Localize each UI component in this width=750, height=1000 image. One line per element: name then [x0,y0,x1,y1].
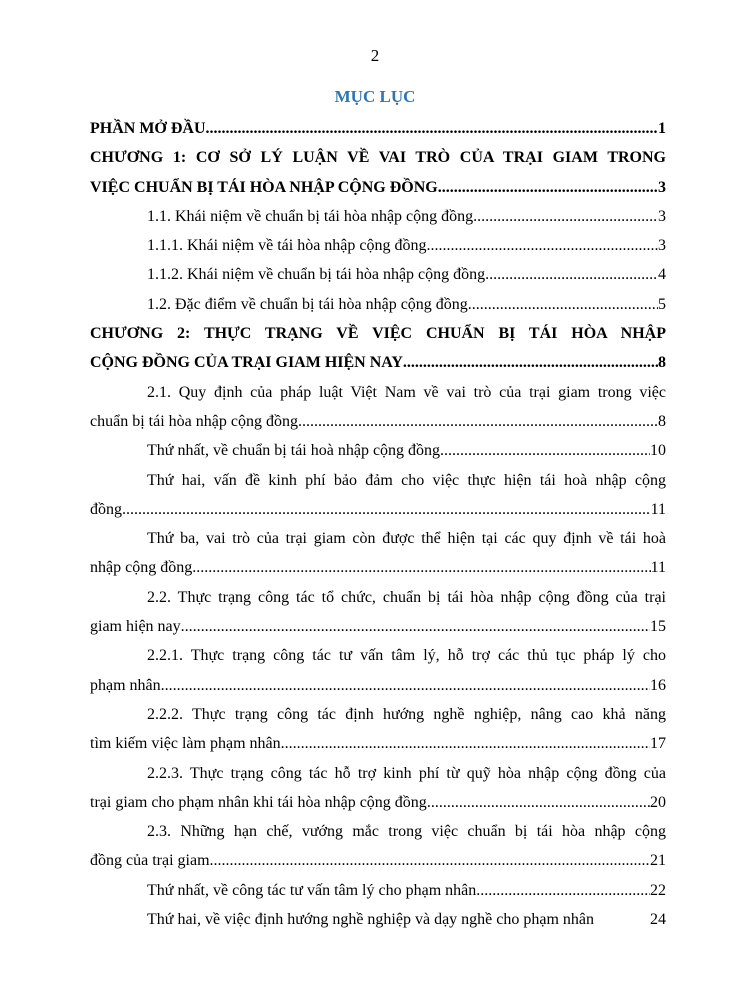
toc-page-number: 20 [650,793,666,811]
toc-page-number: 5 [658,295,666,313]
toc-page-number: 4 [658,266,666,284]
dot-leader [438,173,658,202]
toc-entry[interactable] [90,641,666,700]
toc-entry[interactable] [90,905,666,934]
toc-entry[interactable] [90,700,666,759]
toc-page-number: 24 [650,911,666,929]
toc-entry[interactable] [90,114,666,143]
dot-leader [485,260,658,289]
toc-entry-text: phạm nhân [90,676,161,694]
toc-entry-text: Thứ nhất, về công tác tư vấn tâm lý cho phạm nhân [147,881,477,899]
toc-entry-text: PHẦN MỞ ĐẦU [90,120,206,137]
page-number: 2 [370,46,380,65]
dot-leader [468,290,658,319]
toc-page-number: 11 [650,500,666,518]
toc-page-number: 8 [658,412,666,430]
toc-page-number: 17 [650,735,666,753]
toc-page-number: 16 [650,676,666,694]
toc-entry[interactable] [90,143,666,202]
toc-entry-text: đồng của trại giam [90,852,210,870]
toc-page-number: 1 [658,120,666,137]
toc-entry[interactable] [90,759,666,818]
toc-entry-text: nhập cộng đồng [90,559,193,577]
toc-entry-text: 1.1. Khái niệm về chuẩn bị tái hòa nhập cộng đồng [147,207,474,225]
dot-leader [403,348,658,377]
toc-entry[interactable] [90,202,666,231]
toc-entry-text: 1.2. Đặc điểm về chuẩn bị tái hòa nhập cộng đồng [147,295,468,313]
toc-entry[interactable] [90,817,666,876]
toc-entry-text: Thứ hai, về việc định hướng nghề nghiệp và dạy nghề cho phạm nhân [147,911,595,929]
toc-entry[interactable] [90,319,666,378]
toc-entry-text: 2.1. Quy định của pháp luật Việt Nam về vai trò của trại giam trong việc [147,383,666,401]
dot-leader [161,671,650,700]
toc-title: MỤC LỤC [334,87,416,106]
toc-entry-text: 2.3. Những hạn chế, vướng mắc trong việc chuẩn bị tái hòa nhập cộng [147,823,666,841]
dot-leader [181,612,650,641]
toc-entry-text: 1.1.1. Khái niệm về tái hòa nhập cộng đồng [147,237,427,255]
toc-entry-text: CỘNG ĐỒNG CỦA TRẠI GIAM HIỆN NAY [90,354,403,372]
toc-entry-text: CHƯƠNG 2: THỰC TRẠNG VỀ VIỆC CHUẨN BỊ TÁI HÒA NHẬP [90,325,666,343]
dot-leader [476,876,650,905]
toc-entry[interactable] [90,876,666,905]
toc-entry-text: Thứ hai, vấn đề kinh phí bảo đảm cho việc thực hiện tái hoà nhập cộng [147,471,666,489]
dot-leader [192,553,650,582]
toc-entry[interactable] [90,466,666,525]
toc-entry[interactable] [90,290,666,319]
toc-entry-text: trại giam cho phạm nhân khi tái hòa nhập cộng đồng [90,793,427,811]
dot-leader [427,788,650,817]
toc-entry-text: 2.2.3. Thực trạng công tác hỗ trợ kinh phí từ quỹ hòa nhập cộng đồng của [147,764,666,782]
toc-entry[interactable] [90,260,666,289]
toc-entry[interactable] [90,583,666,642]
toc-entry-text: Thứ nhất, về chuẩn bị tái hoà nhập cộng đồng [147,442,441,460]
toc-entry-text: giam hiện nay [90,618,181,636]
dot-leader [440,436,650,465]
dot-leader [122,495,651,524]
toc-entry[interactable] [90,378,666,437]
dot-leader [473,202,658,231]
dot-leader [281,729,650,758]
toc-entry-text: 2.2. Thực trạng công tác tổ chức, chuẩn bị tái hòa nhập cộng đồng của trại [147,588,666,606]
toc-page-number: 21 [650,852,666,870]
toc-entry[interactable] [90,436,666,465]
toc-entry-text: chuẩn bị tái hòa nhập cộng đồng [90,412,298,430]
toc-entry[interactable] [90,231,666,260]
dot-leader [210,846,650,875]
toc-page-number: 15 [650,618,666,636]
toc-page-number: 3 [658,178,666,196]
toc-entry-text: 2.2.1. Thực trạng công tác tư vấn tâm lý, hỗ trợ các thủ tục pháp lý cho [147,647,666,665]
toc-page-number: 11 [650,559,666,577]
toc-page-number: 10 [650,442,666,460]
toc-page-number: 8 [658,354,666,372]
toc-entry-text: đồng [90,500,122,518]
dot-leader [298,407,658,436]
toc-entry-text: 1.1.2. Khái niệm về chuẩn bị tái hòa nhập cộng đồng [147,266,486,284]
toc-entry-text: VIỆC CHUẨN BỊ TÁI HÒA NHẬP CỘNG ĐỒNG [90,178,438,196]
toc-entry-text: 2.2.2. Thực trạng công tác định hướng nghề nghiệp, nâng cao khả năng [147,705,666,723]
toc-entry-text: CHƯƠNG 1: CƠ SỞ LÝ LUẬN VỀ VAI TRÒ CỦA TRẠI GIAM TRONG [90,149,666,167]
toc-page-number: 3 [658,237,666,255]
toc-entry[interactable] [90,524,666,583]
toc-entry-text: tìm kiếm việc làm phạm nhân [90,735,281,753]
toc-page-number: 22 [650,881,666,899]
dot-leader [206,114,658,143]
toc-page-number: 3 [658,207,666,225]
toc-entry-text: Thứ ba, vai trò của trại giam còn được thể hiện tại các quy định về tái hoà [147,530,666,548]
dot-leader [427,231,659,260]
table-of-contents [90,114,666,934]
